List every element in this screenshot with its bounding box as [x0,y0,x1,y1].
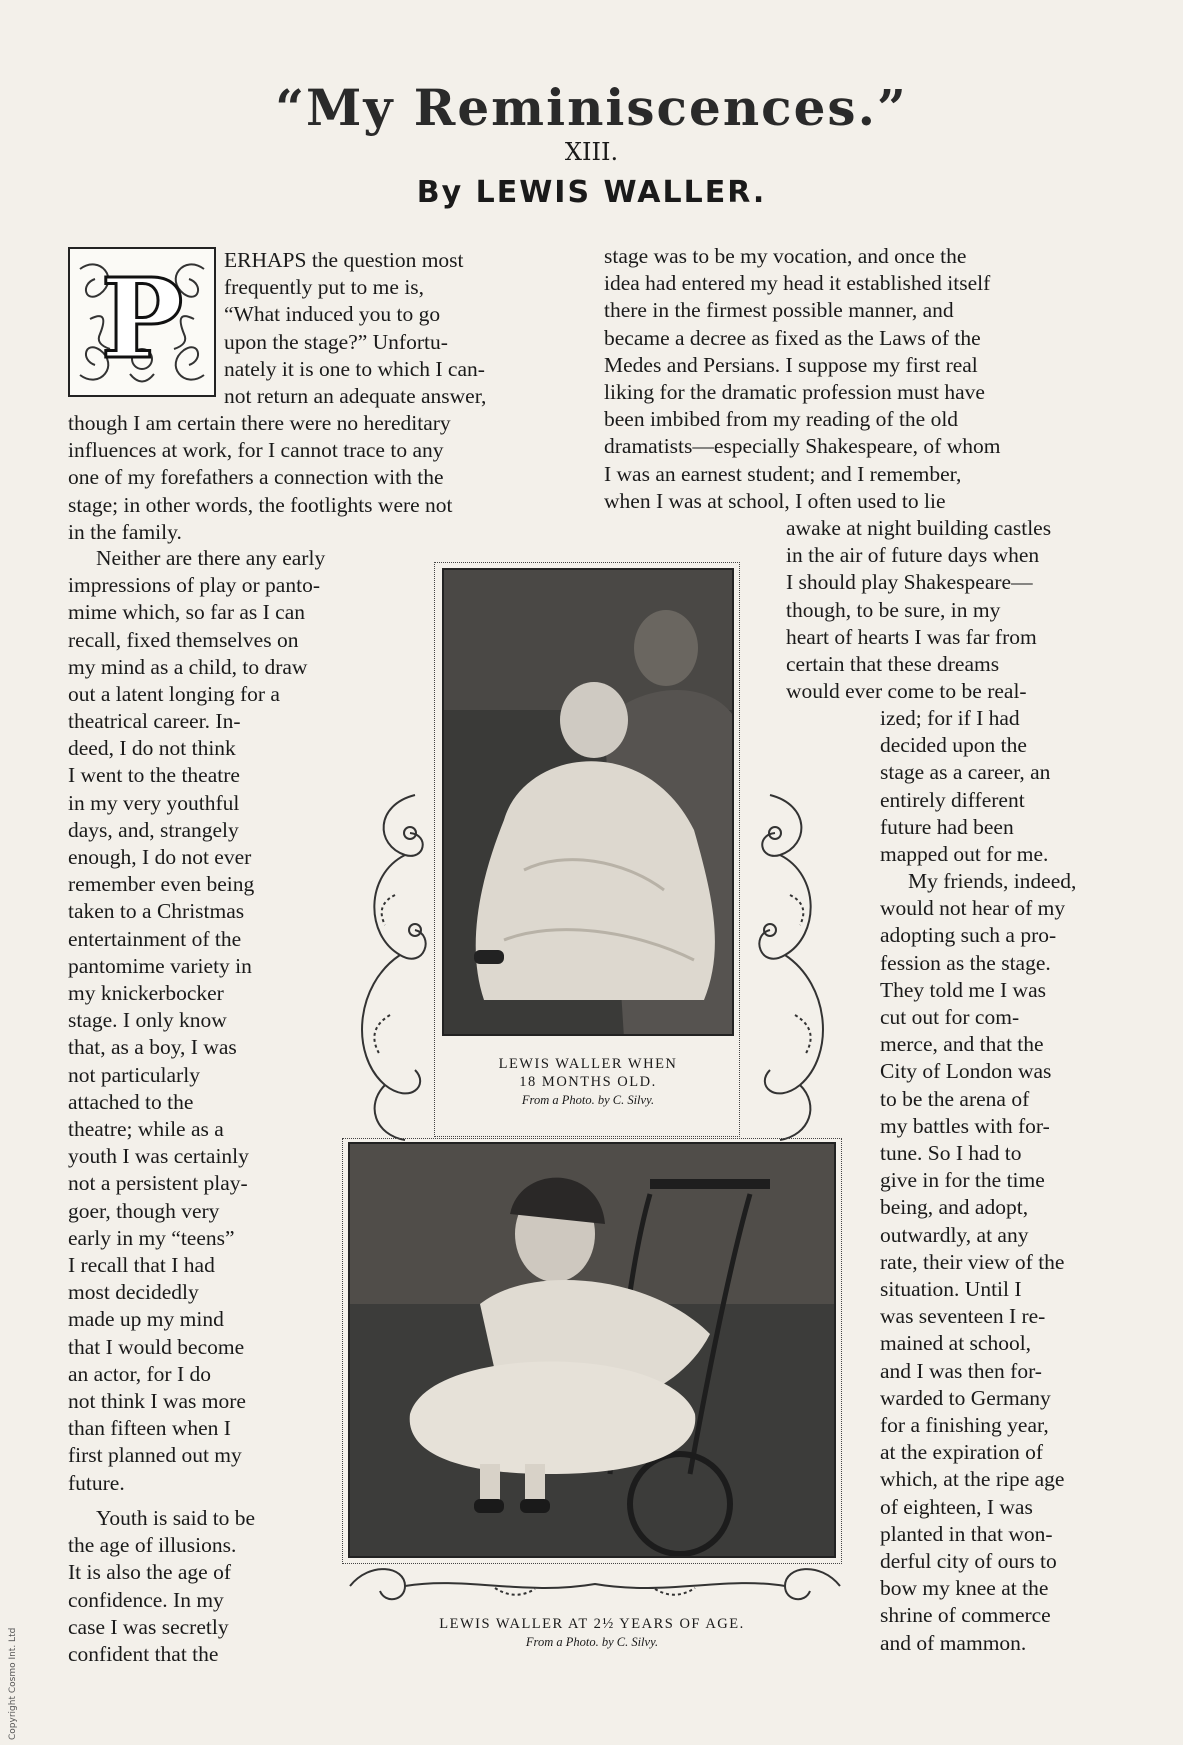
text-line: in the family. [68,519,182,544]
text-line: in my very youthful [68,790,240,815]
text-line: stage as a career, an [880,760,1051,785]
text-line: attached to the [68,1089,194,1114]
photo2-illustration [350,1144,836,1558]
text-line: confident that the [68,1642,219,1667]
text-line: derful city of ours to [880,1549,1057,1574]
text-line: frequently put to me is, [224,275,425,300]
col2-mid-block [786,515,1104,705]
text-line: became a decree as fixed as the Laws of the [604,325,981,350]
text-line: warded to Germany [880,1385,1051,1410]
text-line: not think I was more [68,1389,246,1414]
text-line: would ever come to be real- [786,679,1027,704]
col1-para2-narrow [68,708,300,1497]
text-line: of eighteen, I was [880,1494,1033,1519]
text-line: upon the stage?” Unfortu- [224,329,448,354]
text-line: cut out for com- [880,1005,1020,1030]
text-line: stage. I only know [68,1008,227,1033]
col2-top-block [604,243,1104,515]
photo1-image [442,568,734,1036]
text-line: for a finishing year, [880,1413,1049,1438]
text-line: idea had entered my head it established itself [604,271,991,296]
text-line: decided upon the [880,733,1027,758]
text-line: heart of hearts I was far from [786,624,1037,649]
text-line: an actor, for I do [68,1361,212,1386]
text-line: enough, I do not ever [68,845,252,870]
text-line: influences at work, for I cannot trace to any [68,438,444,463]
text-line: situation. Until I [880,1277,1022,1302]
text-line: and I was then for- [880,1358,1042,1383]
text-line: made up my mind [68,1307,224,1332]
text-line: I went to the theatre [68,763,240,788]
text-line: ized; for if I had [880,706,1020,730]
text-line: Youth is said to be [96,1506,256,1530]
text-line: give in for the time [880,1168,1045,1193]
text-line: adopting such a pro- [880,923,1057,948]
text-line: there in the firmest possible manner, and [604,298,954,323]
text-line: future. [68,1470,125,1495]
text-line: was seventeen I re- [880,1304,1046,1329]
text-line: stage; in other words, the footlights were not [68,492,453,517]
photo1-credit: From a Photo. by C. Silvy. [521,1093,655,1107]
text-line: deed, I do not think [68,736,236,761]
text-line: out a latent longing for a [68,682,280,707]
text-line: being, and adopt, [880,1195,1029,1220]
bottom-scroll-ornament [345,1556,845,1612]
text-line: They told me I was [880,977,1046,1002]
text-line: my knickerbocker [68,981,224,1006]
text-line: stage was to be my vocation, and once the [604,244,967,268]
text-line: though, to be sure, in my [786,597,1001,622]
text-line: I was an earnest student; and I remember, [604,461,962,486]
text-line: future had been [880,814,1014,839]
text-line: which, at the ripe age [880,1467,1065,1492]
text-line: fession as the stage. [880,950,1051,975]
photo1-illustration [444,570,734,1036]
article-title: “My Reminiscences.” [275,78,908,137]
text-line: nately it is one to which I can- [224,356,485,381]
text-line: not particularly [68,1062,200,1087]
right-scroll-ornament [740,785,840,1145]
text-line: taken to a Christmas [68,899,245,924]
col1-para2-wide [68,545,390,708]
text-line: at the expiration of [880,1440,1043,1465]
photo2-caption-line: LEWIS WALLER AT 2½ YEARS OF AGE. [439,1616,745,1632]
col2-para2 [880,868,1104,1657]
text-line: that, as a boy, I was [68,1035,237,1060]
text-line: “What induced you to go [224,302,441,327]
text-line: rate, their view of the [880,1249,1065,1274]
left-scroll-ornament [345,785,445,1145]
text-line: youth I was certainly [68,1144,249,1169]
text-line: shrine of commerce [880,1603,1051,1628]
text-line: bow my knee at the [880,1576,1049,1601]
text-line: mapped out for me. [880,842,1049,867]
text-line: merce, and that the [880,1032,1044,1057]
text-line: liking for the dramatic profession must have [604,380,985,405]
text-line: and of mammon. [880,1630,1027,1655]
col1-full-block [68,410,569,546]
photo2-credit: From a Photo. by C. Silvy. [525,1635,659,1649]
text-line: case I was secretly [68,1614,229,1639]
text-line: been imbibed from my reading of the old [604,407,959,432]
text-line: to be the arena of [880,1086,1030,1111]
text-line: most decidedly [68,1280,199,1305]
text-line: pantomime variety in [68,953,252,978]
copyright-notice: Copyright Cosmo Int. Ltd [8,1627,18,1740]
photo2-image [348,1142,836,1558]
photo1-caption [442,1055,734,1109]
byline: By LEWIS WALLER. [416,175,767,210]
text-line: early in my “teens” [68,1225,235,1250]
drop-cap [68,247,216,397]
text-line: that I would become [68,1334,245,1359]
text-line: remember even being [68,872,255,897]
text-line: It is also the age of [68,1560,231,1585]
photo1-caption-line2: 18 MONTHS OLD. [519,1074,657,1090]
photo2-caption [342,1615,842,1651]
text-line: outwardly, at any [880,1222,1029,1247]
col1-para3 [68,1505,300,1668]
drop-cap-ornament [70,249,214,395]
text-line: entertainment of the [68,926,242,951]
text-line: goer, though very [68,1198,220,1223]
col1-top-block [224,247,569,410]
text-line: my mind as a child, to draw [68,654,308,679]
text-line: days, and, strangely [68,817,239,842]
text-line: awake at night building castles [786,516,1052,540]
text-line: Medes and Persians. I suppose my first real [604,352,978,377]
text-line: impressions of play or panto- [68,573,320,598]
photo1-caption-line1: LEWIS WALLER WHEN [498,1056,678,1072]
text-line: in the air of future days when [786,543,1040,568]
text-line: the age of illusions. [68,1533,237,1558]
text-line: first planned out my [68,1443,242,1468]
drop-cap-letter: P [100,254,184,383]
text-line: theatrical career. In- [68,709,241,733]
text-line: not a persistent play- [68,1171,248,1196]
text-line: my battles with for- [880,1113,1050,1138]
text-line: I should play Shakespeare— [786,570,1033,595]
text-line: than fifteen when I [68,1416,231,1441]
text-line: I recall that I had [68,1253,215,1278]
text-line: planted in that won- [880,1521,1053,1546]
text-line: My friends, indeed, [908,869,1077,893]
text-line: one of my forefathers a connection with the [68,465,444,490]
text-line: theatre; while as a [68,1117,224,1142]
text-line: would not hear of my [880,896,1066,921]
text-line: when I was at school, I often used to lie [604,488,946,513]
text-line: recall, fixed themselves on [68,627,299,652]
text-line: City of London was [880,1059,1052,1084]
text-line: tune. So I had to [880,1141,1022,1166]
text-line: mime which, so far as I can [68,600,306,625]
text-line: ERHAPS the question most [224,248,464,272]
text-line: Neither are there any early [96,546,326,570]
text-line: not return an adequate answer, [224,384,487,409]
text-line: mained at school, [880,1331,1032,1356]
text-line: dramatists—especially Shakespeare, of whom [604,434,1001,459]
article-number: XIII. [564,138,619,166]
text-line: entirely different [880,787,1025,812]
col2-narrow-block [880,705,1104,868]
text-line: confidence. In my [68,1587,224,1612]
text-line: certain that these dreams [786,652,1000,677]
text-line: though I am certain there were no hereditary [68,411,451,435]
